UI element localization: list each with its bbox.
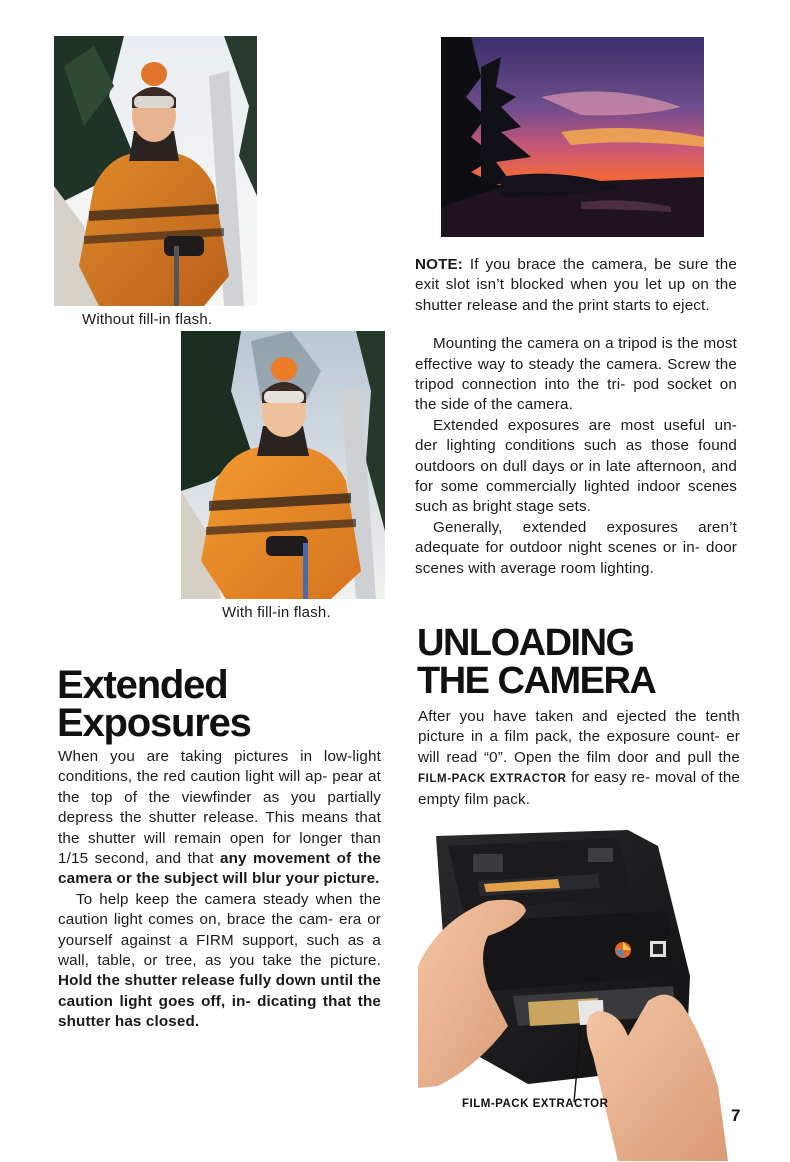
photo-sunset [441,37,704,237]
unloading-heading-line1: UNLOADING [417,622,634,664]
shutter-instruction: Hold the shutter release fully down until the caution light goes off, in- dicating that the shutter has closed. [58,972,381,1031]
night-scenes-paragraph: Generally, extended exposures aren’t adequate for outdoor night scenes or in- door scenes with average room lighting. [415,518,737,577]
extended-exposures-text [58,747,381,1033]
note-label: NOTE: [415,256,463,273]
photo-with-flash [181,331,385,599]
photo-camera [418,826,741,1161]
film-pack-extractor-label: FILM-PACK EXTRACTOR [462,1098,609,1110]
caption-without-flash: Without fill-in flash. [82,311,213,328]
photo-without-flash [54,36,257,306]
unloading-paragraph: After you have taken and ejected the tenth picture in a film pack, the exposure count- er will read “0”. Open the film door and pull the FILM-PACK EXTRACTOR for easy re- moval of the empty film pack. [418,708,741,808]
steady-camera-paragraph: To help keep the camera steady when the caution light comes on, brace the cam- era or yourself against a FIRM support, such as a wall, table, or tree, as you take the picture. Hold the shutter release fully down until the caution light goes off, in- dicating that the shutter has closed. [58,890,381,1031]
extended-heading-line1: Extended [57,663,228,707]
page-number: 7 [731,1106,741,1125]
caption-with-flash: With fill-in flash. [222,604,331,621]
unloading-heading [417,624,655,700]
extended-exposures-heading [57,663,251,745]
blur-warning: any movement of the camera or the subject will blur your picture. [58,850,381,888]
note-paragraph [415,255,737,316]
unloading-text [418,707,740,810]
tripod-paragraph: Mounting the camera on a tripod is the most effective way to steady the camera. Screw the tripod connection into the tri- pod socket on the side of the camera. [415,335,737,414]
extended-heading-line2: Exposures [57,701,251,745]
right-column-text [415,255,737,579]
extended-use-paragraph: Extended exposures are most useful un- der lighting conditions such as those found outdoors on dull days or in late afternoon, and for some commercially lighted indoor scenes such as bright stage sets. [415,416,737,516]
unloading-heading-line2: THE CAMERA [417,660,656,702]
note-text: If you brace the camera, be sure the exit slot isn’t blocked when you let up on the shutter release and the print starts to eject. [415,256,737,314]
film-pack-extractor-term: FILM-PACK EXTRACTOR [418,773,567,786]
low-light-paragraph: When you are taking pictures in low-light conditions, the red caution light will ap- pear at the top of the viewfinder as you partially depress the shutter release. This means that the shutter will remain open for longer than 1/15 second, and that any movement of the camera or the subject will blur your picture. [58,748,381,888]
